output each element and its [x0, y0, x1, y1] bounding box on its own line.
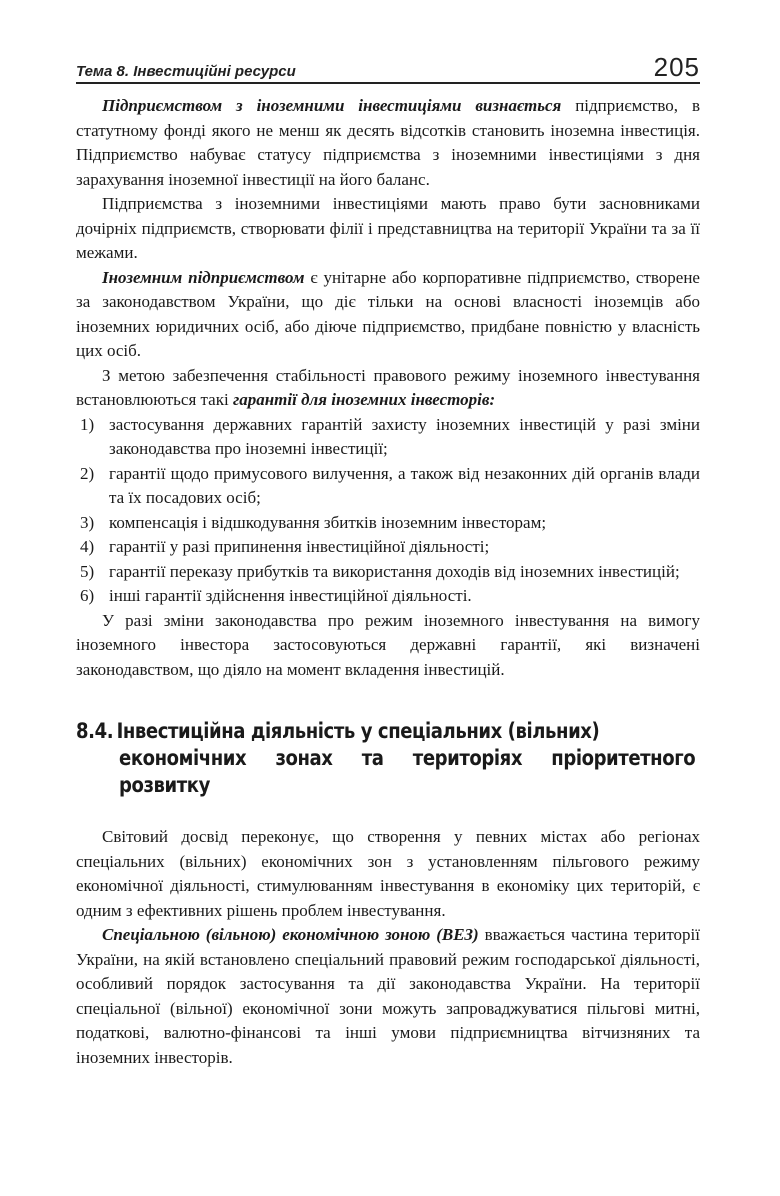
list-number: 1) — [80, 414, 95, 434]
paragraph-foreign-enterprise — [76, 266, 700, 364]
paragraph-enterprise-foreign-investment — [76, 94, 700, 192]
list-item — [76, 462, 700, 511]
list-number: 2) — [80, 463, 95, 483]
paragraph-text: З метою забезпечення стабільності правового режиму іноземного інвестування встановлюються такі — [76, 365, 700, 409]
list-number: 4) — [80, 537, 95, 556]
list-text: гарантії у разі припинення інвестиційної діяльності; — [109, 537, 490, 556]
list-item — [76, 511, 700, 536]
page — [76, 50, 700, 1070]
paragraph-text: вважається частина території України, на якій встановлено спеціальний правовий режим господарської діяльності, особливий порядок застосування та дії законодавства України. На території спеціальної (вільної) економічної зони можуть запроваджуватися пільгові митні, податкові, валютно-фінансові та інші умови підприємництва вітчизняних та іноземних інвесторів. — [76, 925, 701, 1067]
section-title-line1: Інвестиційна діяльність у спеціальних (вільних) — [116, 719, 600, 743]
paragraph-text: є унітарне або корпоративне підприємство, створене за законодавством України, що діє тільки на основі власності іноземців або іноземних юридичних осіб, або діюче підприємство, придбане повністю у власність цих осіб. — [76, 267, 700, 360]
list-number: 5) — [80, 561, 95, 581]
list-text: компенсація і відшкодування збитків іноземним інвесторам; — [109, 512, 547, 532]
paragraph-subsidiaries: Підприємства з іноземними інвестиціями мають право бути засновниками дочірніх підприємств, створювати філії і представництва на території України та за її межами. — [76, 194, 700, 262]
page-body — [76, 94, 700, 1070]
running-header — [76, 50, 700, 84]
paragraph-world-experience: Світовий досвід переконує, що створення у певних містах або регіонах спеціальних (вільних) економічних зон з установленням пільгового режиму економічної діяльності, стимулюванням інвестування в економіку цих територій, є одним з ефективних рішень проблем інвестування. — [76, 827, 700, 920]
chapter-title: Тема 8. Інвестиційні ресурси — [76, 63, 296, 80]
list-item — [76, 535, 700, 560]
list-text: гарантії переказу прибутків та використання доходів від іноземних інвестицій; — [109, 561, 680, 581]
paragraph-guarantees-intro — [76, 364, 700, 413]
list-text: інші гарантії здійснення інвестиційної діяльності. — [109, 586, 472, 605]
section-title-line2: економічних зонах та територіях пріоритетного розвитку — [119, 746, 696, 797]
list-item — [76, 560, 700, 585]
list-item — [76, 413, 700, 462]
page-number: 205 — [653, 52, 700, 82]
list-text: гарантії щодо примусового вилучення, а також від незаконних дій органів влади та їх посадових осіб; — [109, 463, 700, 507]
defined-term: Підприємством з іноземними інвестиціями визнається — [102, 96, 562, 115]
paragraph-text: підприємство, в статутному фонді якого не менш як десять відсотків становить іноземна інвестиція. Підприємство набуває статусу підприємства з іноземними інвестиціями з дня зарахування іноземної інвестиції на його баланс. — [76, 96, 700, 189]
defined-term: Спеціальною (вільною) економічною зоною (ВЕЗ) — [102, 925, 479, 944]
paragraph-sez-definition — [76, 923, 700, 1070]
guarantees-list — [76, 413, 700, 609]
list-item — [76, 584, 700, 609]
defined-term: гарантії для іноземних інвесторів: — [232, 390, 496, 409]
list-number: 3) — [80, 512, 95, 532]
list-number: 6) — [80, 586, 95, 605]
section-number: 8.4. — [76, 719, 114, 743]
section-heading — [76, 718, 695, 799]
paragraph-law-change: У разі зміни законодавства про режим іноземного інвестування на вимогу іноземного інвестора застосовуються державні гарантії, які визначені законодавством, що діяло на момент вкладення інвестицій. — [76, 610, 700, 679]
list-text: застосування державних гарантій захисту іноземних інвестицій у разі зміни законодавства про іноземні інвестиції; — [109, 414, 700, 458]
defined-term: Іноземним підприємством — [102, 267, 305, 287]
